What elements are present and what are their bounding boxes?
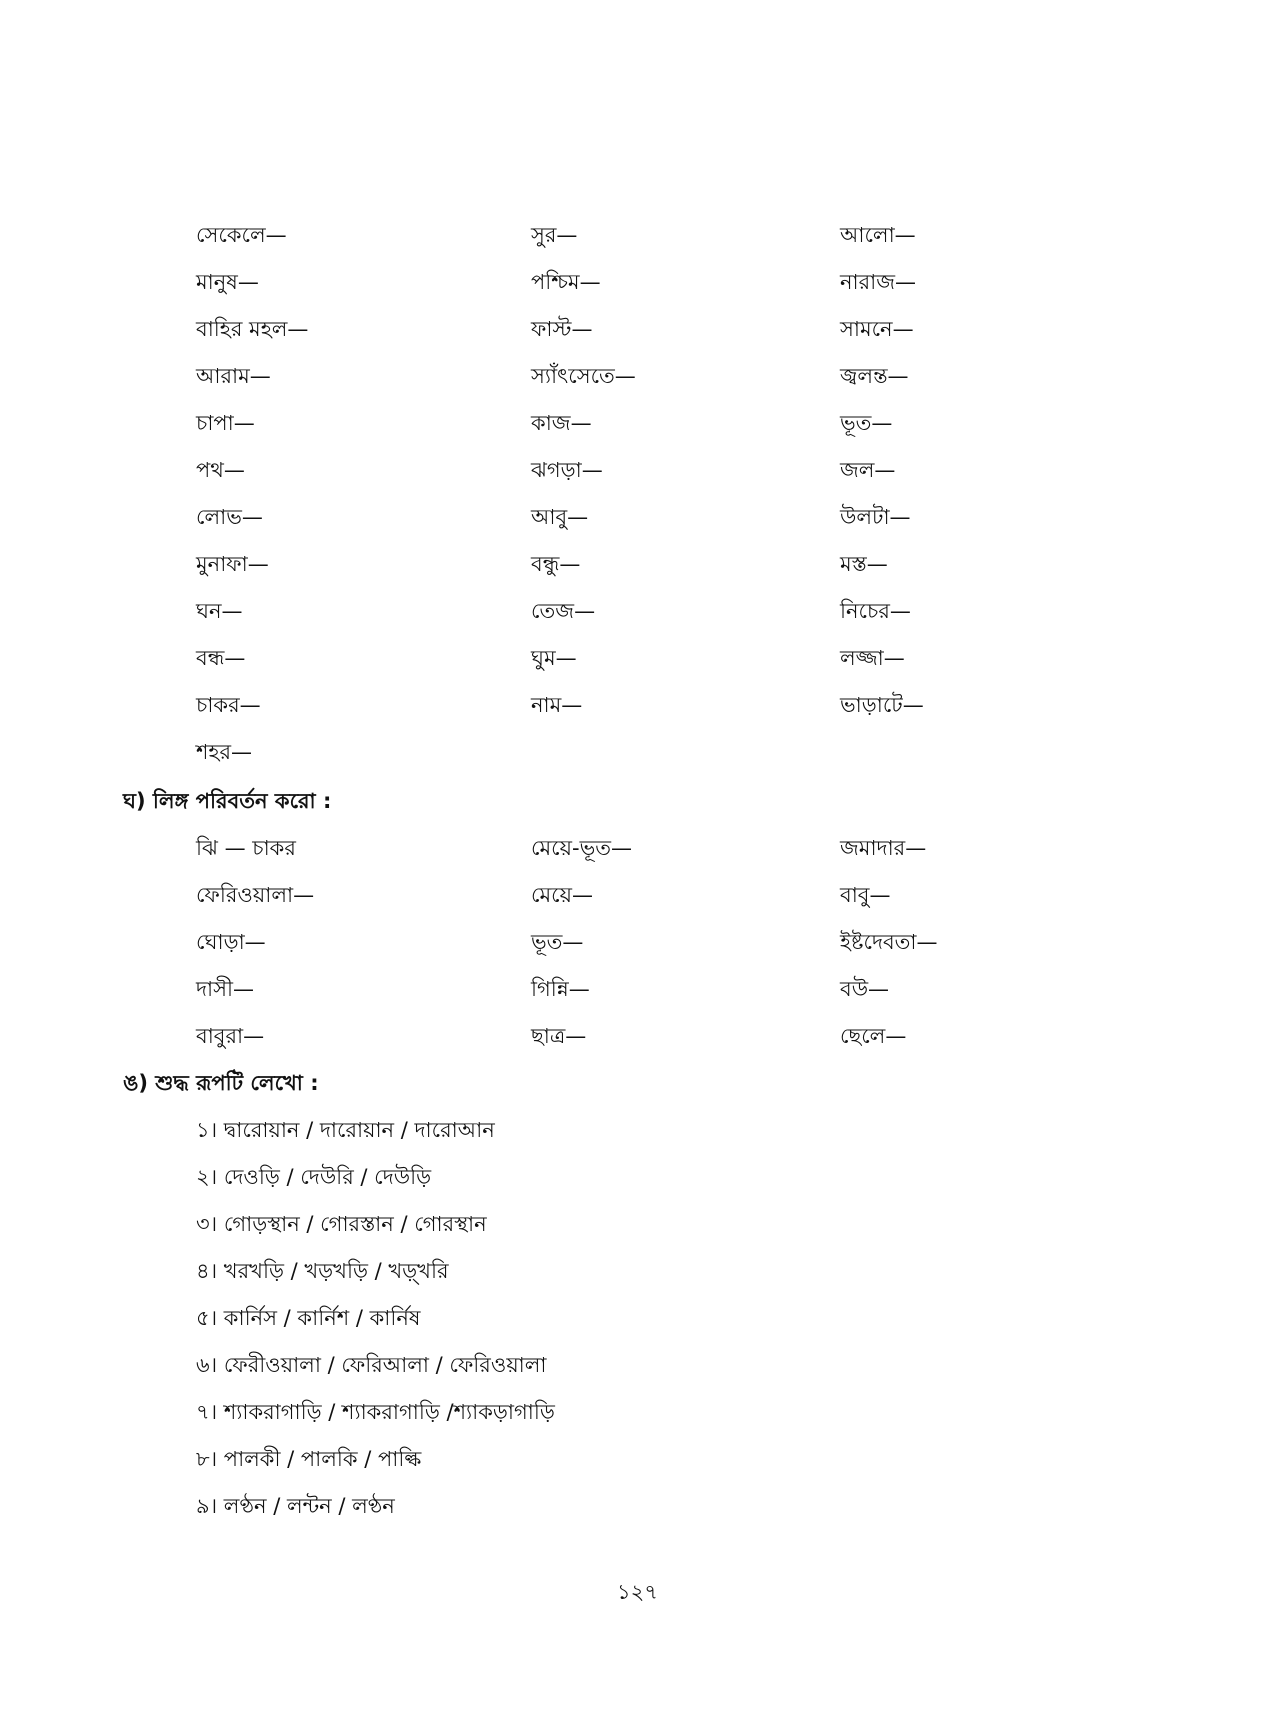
list-item: ২। দেওড়ি / দেউরি / দেউড়ি [196,1165,432,1189]
grid-cell: স্যাঁৎসেতে— [531,364,636,388]
grid-row [0,974,1275,1021]
grid-cell: মুনাফা— [196,552,269,576]
section-heading-gha: ঘ) লিঙ্গ পরিবর্তন করো : [123,789,332,813]
grid-cell: উলটা— [840,505,911,529]
grid-cell: মেয়ে-ভূত— [531,836,632,860]
grid-row [0,690,1275,737]
grid-cell: বাবু— [840,883,891,907]
list-item: ৯। লণ্ঠন / লন্টন / লণ্ঠন [196,1494,395,1518]
grid-cell: আবু— [531,505,589,529]
grid-cell: ছেলে— [840,1024,907,1048]
grid-cell: শহর— [196,740,253,764]
grid-cell: মেয়ে— [531,883,593,907]
section-heading-uma: ঙ) শুদ্ধ রূপটি লেখো : [123,1071,319,1095]
grid-cell: ঘোড়া— [196,930,266,954]
list-item: ৫। কার্নিস / কার্নিশ / কার্নিষ [196,1306,421,1330]
grid-cell: তেজ— [531,599,596,623]
grid-cell: জল— [840,458,896,482]
grid-cell: ফাস্ট— [531,317,593,341]
grid-cell: জমাদার— [840,836,927,860]
grid-cell: বাবুরা— [196,1024,265,1048]
grid-cell: আলো— [840,223,916,247]
grid-cell: চাপা— [196,411,255,435]
grid-cell: সেকেলে— [196,223,287,247]
grid-cell: সামনে— [840,317,914,341]
list-item: ৩। গোড়স্থান / গোরস্তান / গোরস্থান [196,1212,487,1236]
grid-cell: পথ— [196,458,245,482]
grid-cell: নাম— [531,693,583,717]
grid-cell: ফেরিওয়ালা— [196,883,315,907]
grid-cell: লোভ— [196,505,263,529]
page-number: ১২৭ [617,1580,658,1604]
grid-row [0,927,1275,974]
grid-row [0,267,1275,314]
grid-row [0,455,1275,502]
grid-row [0,314,1275,361]
list-item: ৬। ফেরীওয়ালা / ফেরিআলা / ফেরিওয়ালা [196,1353,547,1377]
gender-change-grid [0,833,1275,1068]
grid-cell: ঘুম— [531,646,577,670]
grid-cell: আরাম— [196,364,271,388]
grid-cell: ছাত্র— [531,1024,587,1048]
grid-cell: জ্বলন্ত— [840,364,909,388]
grid-cell: ঝি — চাকর [196,836,296,860]
list-item: ৮। পালকী / পালকি / পাল্কি [196,1447,422,1471]
grid-row [0,833,1275,880]
grid-cell: ভূত— [531,930,584,954]
word-grid-top [0,220,1275,784]
grid-row [0,737,1275,784]
list-item: ১। দ্বারোয়ান / দারোয়ান / দারোআন [196,1118,495,1142]
grid-cell: বন্ধু— [531,552,581,576]
grid-cell: ভূত— [840,411,893,435]
grid-cell: বন্ধ— [196,646,246,670]
grid-cell: মস্ত— [840,552,888,576]
grid-cell: লজ্জা— [840,646,905,670]
grid-row [0,549,1275,596]
grid-cell: ঝগড়া— [531,458,603,482]
grid-cell: বউ— [840,977,890,1001]
grid-cell: ভাড়াটে— [840,693,924,717]
grid-cell: ইষ্টদেবতা— [840,930,938,954]
grid-cell: বাহির মহল— [196,317,309,341]
grid-row [0,502,1275,549]
grid-row [0,596,1275,643]
grid-cell: গিন্নি— [531,977,590,1001]
grid-cell: নারাজ— [840,270,917,294]
list-item: ৭। শ্যাকরাগাড়ি / শ্যাকরাগাড়ি /শ্যাকড়াগাড়ি [196,1400,555,1424]
grid-cell: নিচের— [840,599,911,623]
list-item: ৪। খরখড়ি / খড়খড়ি / খড়্খরি [196,1259,449,1283]
grid-cell: সুর— [531,223,578,247]
grid-row [0,408,1275,455]
grid-row [0,643,1275,690]
grid-row [0,880,1275,927]
grid-row [0,1021,1275,1068]
grid-cell: চাকর— [196,693,261,717]
grid-cell: কাজ— [531,411,592,435]
grid-cell: পশ্চিম— [531,270,601,294]
grid-cell: দাসী— [196,977,255,1001]
correct-form-list [196,1115,555,1538]
grid-row [0,220,1275,267]
grid-row [0,361,1275,408]
grid-cell: মানুষ— [196,270,259,294]
grid-cell: ঘন— [196,599,243,623]
